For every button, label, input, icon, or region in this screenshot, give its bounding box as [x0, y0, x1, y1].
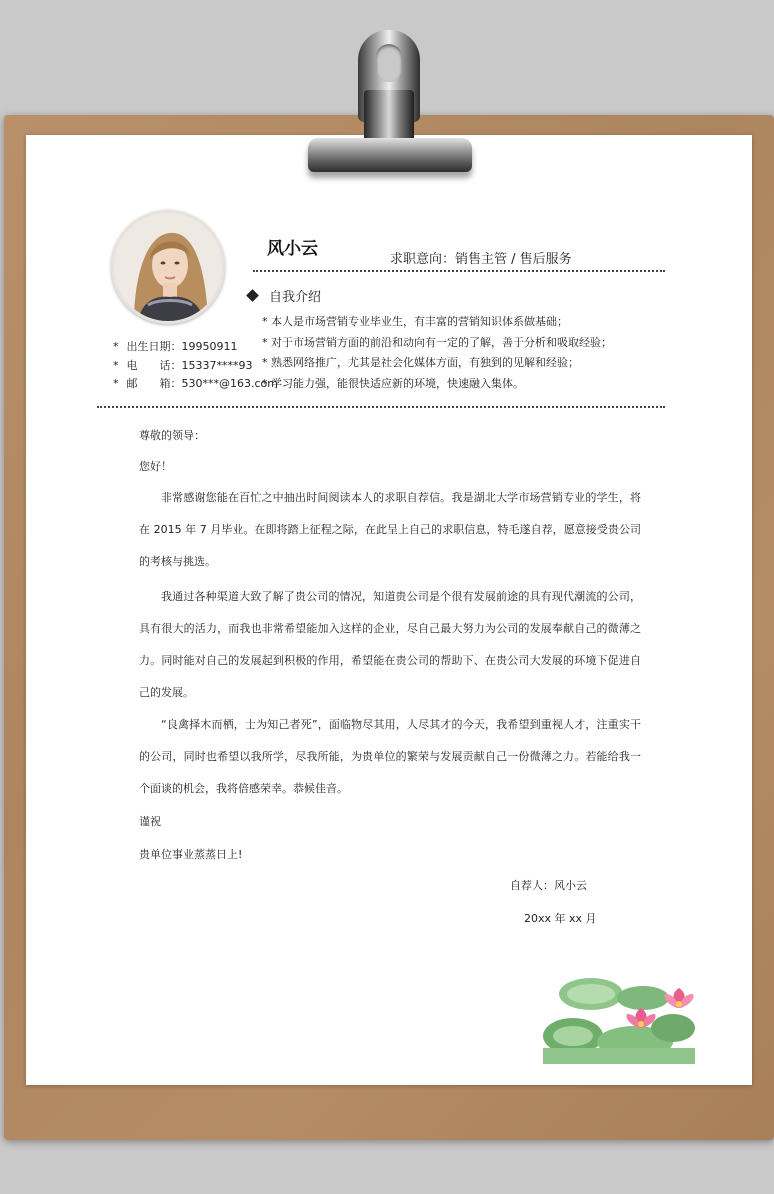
diamond-icon [246, 289, 259, 302]
list-item: * 本人是市场营销专业毕业生，有丰富的营销知识体系做基础； [262, 312, 612, 333]
letter-signature: 自荐人：风小云 [510, 879, 587, 892]
info-email: * 邮 箱：530***@163.com [113, 377, 278, 390]
letter-closing: 谨祝 [139, 815, 161, 828]
letter-date: 20xx 年 xx 月 [524, 912, 597, 925]
list-item: * 熟悉网络推广，尤其是社会化媒体方面，有独到的见解和经验； [262, 353, 612, 374]
lotus-decoration [543, 968, 695, 1064]
info-birthdate: * 出生日期：19950911 [113, 340, 238, 353]
letter-greeting: 您好！ [139, 460, 172, 473]
list-item: * 对于市场营销方面的前沿和动向有一定的了解，善于分析和吸取经验； [262, 333, 612, 354]
self-intro-list [262, 312, 612, 394]
divider-dotted [253, 270, 665, 272]
section-title-text: 自我介绍 [269, 290, 322, 305]
applicant-name: 风小云 [267, 239, 318, 259]
contact-info [113, 338, 278, 394]
letter-paragraph-3: “良禽择木而栖，士为知己者死”，面临物尽其用，人尽其才的今天，我希望到重视人才，注重实干的公司，同时也希望以我所学，尽我所能，为贵单位的繁荣与发展贡献自己一份微薄之力。若能给我一个面谈的机会，我将倍感荣幸。恭候佳音。 [139, 718, 641, 795]
letter-wish: 贵单位事业蒸蒸日上! [139, 848, 243, 861]
divider-dotted [97, 406, 665, 408]
binder-clip-icon [300, 28, 480, 180]
letter-paragraph-2: 我通过各种渠道大致了解了贵公司的情况，知道贵公司是个很有发展前途的具有现代潮流的公司，具有很大的活力，而我也非常希望能加入这样的企业，尽自己最大努力为公司的发展奉献自己的微薄之力。同时能对自己的发展起到积极的作用，希望能在贵公司的帮助下、在贵公司大发展的环境下促进自己的发展。 [139, 590, 641, 699]
list-item: * 学习能力强，能很快适应新的环境，快速融入集体。 [262, 374, 612, 395]
letter-salutation: 尊敬的领导： [139, 429, 205, 442]
info-phone: * 电 话：15337****93 [113, 358, 253, 372]
job-intent: 求职意向：销售主管 / 售后服务 [390, 252, 572, 267]
section-title-self-intro [248, 286, 321, 305]
avatar [111, 210, 225, 324]
letter-paragraph-1: 非常感谢您能在百忙之中抽出时间阅读本人的求职自荐信。我是湖北大学市场营销专业的学生，将在 2015 年 7 月毕业。在即将踏上征程之际，在此呈上自己的求职信息，特毛遂自荐，愿意接受贵公司的考核与挑选。 [139, 491, 641, 568]
